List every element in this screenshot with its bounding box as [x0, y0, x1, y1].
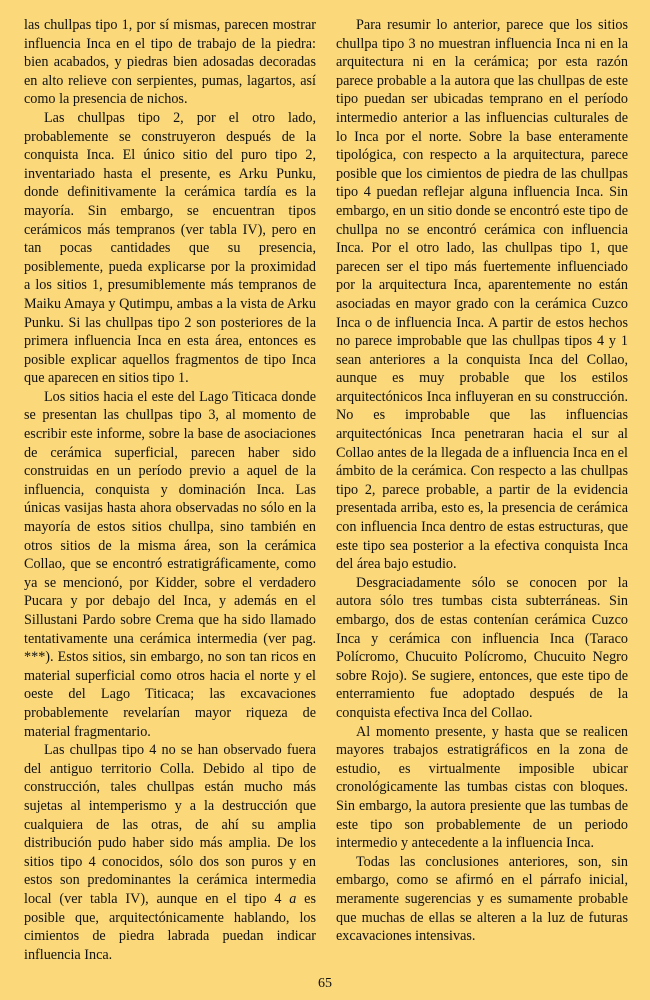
- paragraph: [24, 741, 316, 964]
- paragraph: Todas las conclusiones anteriores, son, sin embargo, como se afirmó en el párrafo inicial, meramente sugerencias y es sumamente probable que muchas de ellas se alteren a la luz de futuras excavaciones intensivas.: [336, 853, 628, 945]
- right-column: [336, 16, 628, 946]
- paragraph: Desgraciadamente sólo se conocen por la autora sólo tres tumbas cista subterráneas. Sin embargo, dos de estas contenían cerámica Cuzco Inca y cerámica con influencia Inca (Taraco Polícromo, Chucuito Polícromo, Chucuito Negro sobre Rojo). Se sugiere, entonces, que este tipo de enterramiento fue adoptado después de la conquista efectiva Inca del Collao.: [336, 574, 628, 721]
- paragraph: Para resumir lo anterior, parece que los sitios chullpa tipo 3 no muestran influencia Inca ni en la arquitectura ni en la cerámica; por esta razón parece probable a la autora que las chullpas de este tipo puedan ser ubicadas temprano en el período intermedio anterior a las influencias culturales de lo Inca por el norte. Sobre la base enteramente tipológica, con respecto a la arquitectura, parece posible que los cimientos de piedra de las chullpas tipo 4 puedan reflejar alguna influencia Inca. Sin embargo, en un sitio donde se encontró este tipo de chullpa no se encontró cerámica con influencia Inca. Por el otro lado, las chullpas tipo 1, que parecen ser el tipo más fuertemente influenciado por la arquitectura Inca, aparentemente no están asociadas en mayor grado con la cerámica Cuzco Inca o de influencia Inca. A partir de estos hechos no parece improbable que las chullpas tipos 4 y 1 sean anteriores a la conquista Inca del Collao, aunque es muy probable que los estilos arquitectónicos Inca influyeran en su construcción. No es improbable que las influencias arquitectónicas Inca penetraran hacia el sur al Collao antes de la llegada de a influencia Inca en el ámbito de la cerámica. Con respecto a las chullpas tipo 2, parece probable, a partir de la evidencia presentada arriba, esto es, la presencia de cerámica con influencia Inca dentro de estas estructuras, que este tipo sea posterior a la efectiva conquista Inca del área bajo estudio.: [336, 17, 628, 573]
- paragraph: las chullpas tipo 1, por sí mismas, parecen mostrar influencia Inca en el tipo de trabajo de la piedra: bien acabados, y piedras bien adosadas decoradas en alto relieve con serpientes, pumas, lagartos, así como la presencia de nichos.: [24, 17, 316, 108]
- paragraph: Las chullpas tipo 2, por el otro lado, probablemente se construyeron después de la conquista Inca. El único sitio del puro tipo 2, inventariado hasta el presente, es Arku Punku, donde definitivamente la cerámica tardía es la mayoría. Sin embargo, se encuentran tipos cerámicos más tempranos (ver tabla IV), pero en tan pocas cantidades que su presencia, posiblemente, pueda explicarse por la proximidad a los sitios 1, presumiblemente más tempranos de Maiku Amaya y Qutimpu, ambas a la vista de Arku Punku. Si las chullpas tipo 2 son posteriores de la primera influencia Inca en esta área, entonces es posible explicar aquellos fragmentos de tipo Inca que aparecen en sitios tipo 1.: [24, 109, 316, 387]
- italic-letter: a: [289, 890, 297, 907]
- page-body: [24, 16, 628, 963]
- left-column: [24, 16, 316, 963]
- page-number: 65: [318, 976, 332, 991]
- paragraph: Al momento presente, y hasta que se realicen mayores trabajos estratigráficos en la zona de estudio, es virtualmente imposible ubicar cronológicamente las tumbas cistas con bloques. Sin embargo, la autora presiente que las tumbas de este tipo son probablemente de un periodo intermedio y antecedente a la influencia Inca.: [336, 723, 628, 852]
- paragraph-text: es posible que, arquitectónicamente hablando, los cimientos de piedra labrada puedan indicar influencia Inca.: [24, 890, 316, 963]
- paragraph-text: Las chullpas tipo 4 no se han observado fuera del antiguo territorio Colla. Debido al tipo de construcción, tales chullpas están mucho más sujetas al intemperismo y a la destrucción que cualquiera de las otras, de ahí su amplia distribución pudo haber sido más amplia. De los sitios tipo 4 conocidos, sólo dos son puros y en estos son predominantes la cerámica intermedia local (ver tabla IV), aunque en el tipo 4: [24, 742, 316, 907]
- paragraph: Los sitios hacia el este del Lago Titicaca donde se presentan las chullpas tipo 3, al momento de escribir este informe, sobre la base de asociaciones de cerámica superficial, parecen haber sido construidas en un período previo a aquel de la influencia, conquista y dominación Inca. Las únicas vasijas hasta ahora observadas no sólo en la mayoría de estos sitios chullpa, sino también en otros sitios de la misma área, son la cerámica Collao, que se encontró estratigráficamente, como ya se mencionó, por Kidder, sobre el verdadero Pucara y por debajo del Inca, y además en el Sillustani Pardo sobre Crema que ha sido llamado tentativamente una cerámica intermedia (ver pag. ***). Estos sitios, sin embargo, no son tan ricos en material superficial como otros hacia el norte y el oeste del Lago Titicaca; las excavaciones probablemente revelarían mayor riqueza de material fragmentario.: [24, 388, 316, 740]
